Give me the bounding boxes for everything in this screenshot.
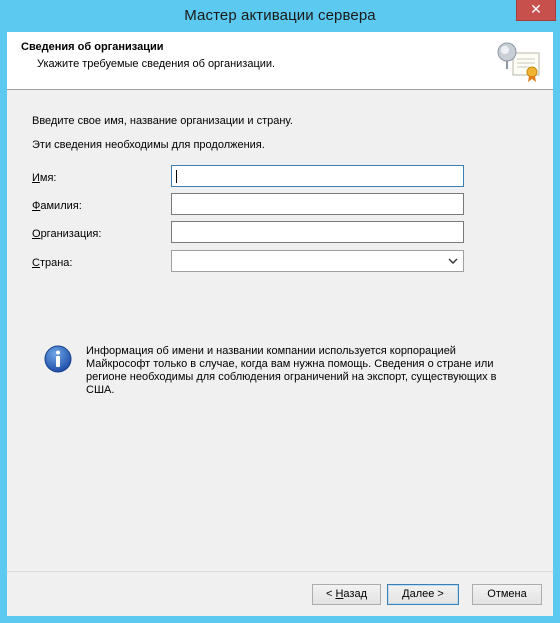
country-label: Страна:	[32, 257, 73, 269]
info-icon	[44, 345, 72, 373]
wizard-header	[7, 32, 553, 90]
first-name-input[interactable]	[171, 165, 464, 187]
wizard-content	[7, 91, 553, 571]
window-title: Мастер активации сервера	[184, 7, 376, 24]
cancel-button[interactable]: Отмена	[472, 584, 542, 605]
next-button[interactable]: Далее >	[387, 584, 459, 605]
last-name-label: Фамилия:	[32, 200, 82, 212]
page-subtitle: Укажите требуемые сведения об организации.	[37, 58, 276, 70]
country-select[interactable]	[171, 250, 464, 272]
text-caret	[176, 170, 177, 183]
intro-text: Введите свое имя, название организации и страну.	[32, 115, 293, 127]
organization-input[interactable]	[171, 221, 464, 243]
intro-note: Эти сведения необходимы для продолжения.	[32, 139, 265, 151]
privacy-info-text: Информация об имени и названии компании используется корпорацией Майкрософт только в случае, когда вам нужна помощь. Сведения о стране или регионе необходимы для соблюдения ограничений на экспорт, существующих в США.	[86, 345, 497, 396]
close-icon: ✕	[530, 1, 542, 17]
page-title: Сведения об организации	[21, 41, 164, 53]
organization-label: Организация:	[32, 228, 102, 240]
back-button[interactable]: < Назад	[312, 584, 381, 605]
chevron-down-icon[interactable]	[447, 254, 459, 268]
footer-divider	[7, 571, 553, 572]
wizard-body	[7, 32, 553, 616]
last-name-input[interactable]	[171, 193, 464, 215]
certificate-icon	[495, 39, 543, 83]
first-name-label: Имя:	[32, 172, 57, 184]
close-button[interactable]	[516, 0, 556, 21]
title-bar[interactable]	[0, 0, 560, 32]
